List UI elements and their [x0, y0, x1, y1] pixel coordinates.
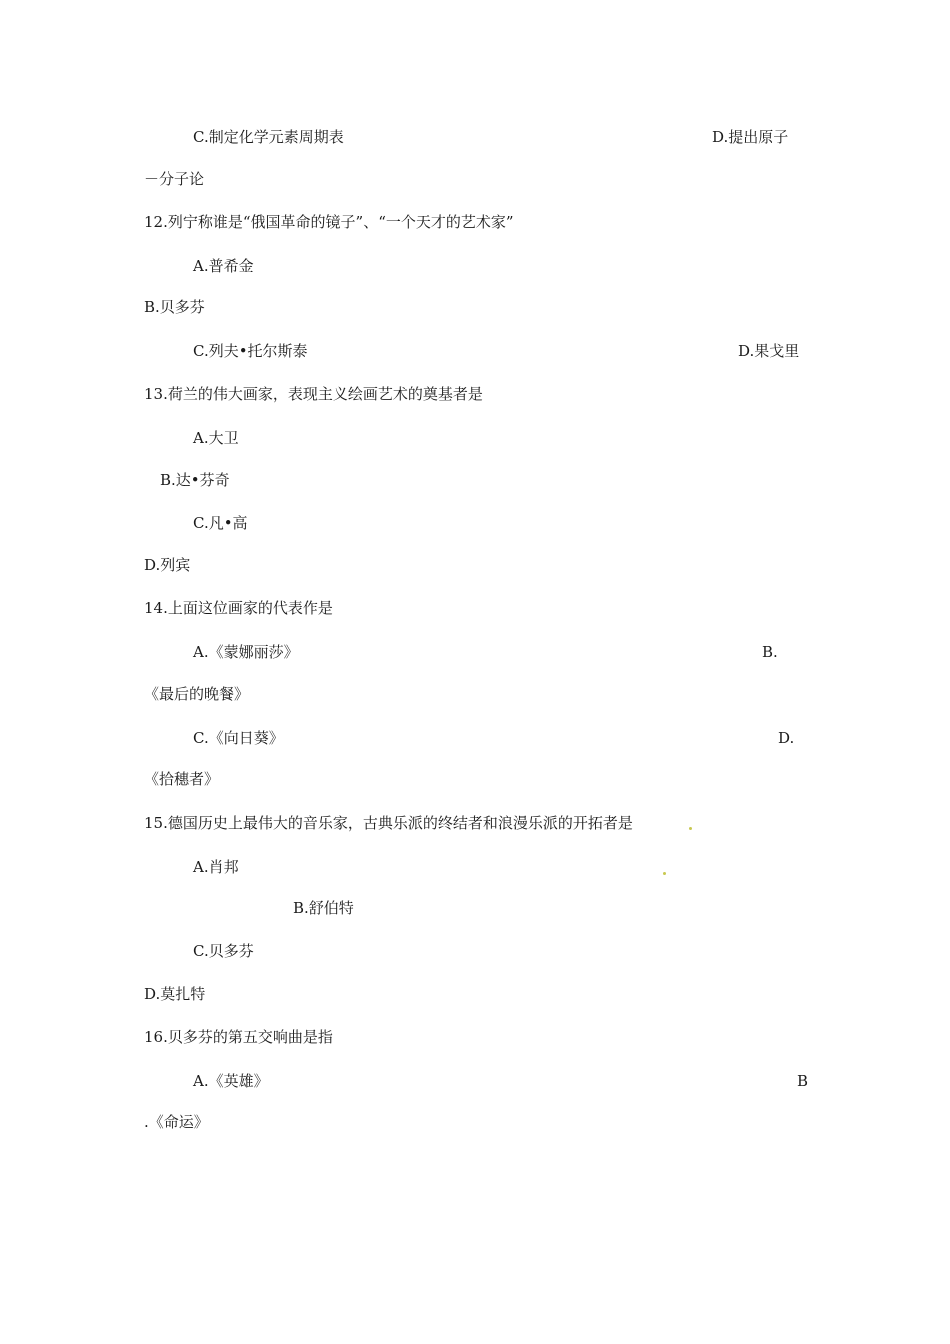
q12-option-b: B.贝多芬	[144, 298, 205, 316]
q13-option-b: B.达•芬奇	[160, 471, 230, 489]
option-d-atom: D.提出原子	[712, 128, 789, 146]
q16-option-b-label: B	[797, 1072, 809, 1090]
question-12: 12.列宁称谁是“俄国革命的镜子”、“一个天才的艺术家”	[144, 213, 514, 231]
q15-option-c: C.贝多芬	[193, 942, 254, 960]
q14-option-b-label: B.	[762, 643, 778, 661]
q12-option-c: C.列夫•托尔斯泰	[193, 342, 308, 360]
question-15: 15.德国历史上最伟大的音乐家，古典乐派的终结者和浪漫乐派的开拓者是	[144, 814, 633, 832]
question-14: 14.上面这位画家的代表作是	[144, 599, 333, 617]
q12-option-a: A.普希金	[193, 257, 254, 275]
question-16: 16.贝多芬的第五交响曲是指	[144, 1028, 333, 1046]
question-13: 13.荷兰的伟大画家，表现主义绘画艺术的奠基者是	[144, 385, 483, 403]
q16-option-a: A.《英雄》	[193, 1072, 269, 1090]
option-c-periodic-table: C.制定化学元素周期表	[193, 128, 344, 146]
q14-option-d-text: 《拾穗者》	[144, 770, 220, 788]
q15-option-b: B.舒伯特	[293, 899, 354, 917]
q15-option-d: D.莫扎特	[144, 985, 206, 1003]
stray-mark	[689, 827, 692, 830]
q13-option-c: C.凡•高	[193, 514, 248, 532]
q14-option-a: A.《蒙娜丽莎》	[193, 643, 299, 661]
q13-option-d: D.列宾	[144, 556, 191, 574]
q12-option-d: D.果戈里	[738, 342, 800, 360]
q14-option-b-text: 《最后的晚餐》	[144, 685, 250, 703]
q16-option-b-text: .《命运》	[144, 1113, 209, 1131]
stray-mark	[663, 872, 666, 875]
q14-option-d-label: D.	[778, 729, 795, 747]
q14-option-c: C.《向日葵》	[193, 729, 284, 747]
q13-option-a: A.大卫	[193, 429, 239, 447]
q15-option-a: A.肖邦	[193, 858, 239, 876]
option-d-continuation: －分子论	[144, 170, 205, 188]
